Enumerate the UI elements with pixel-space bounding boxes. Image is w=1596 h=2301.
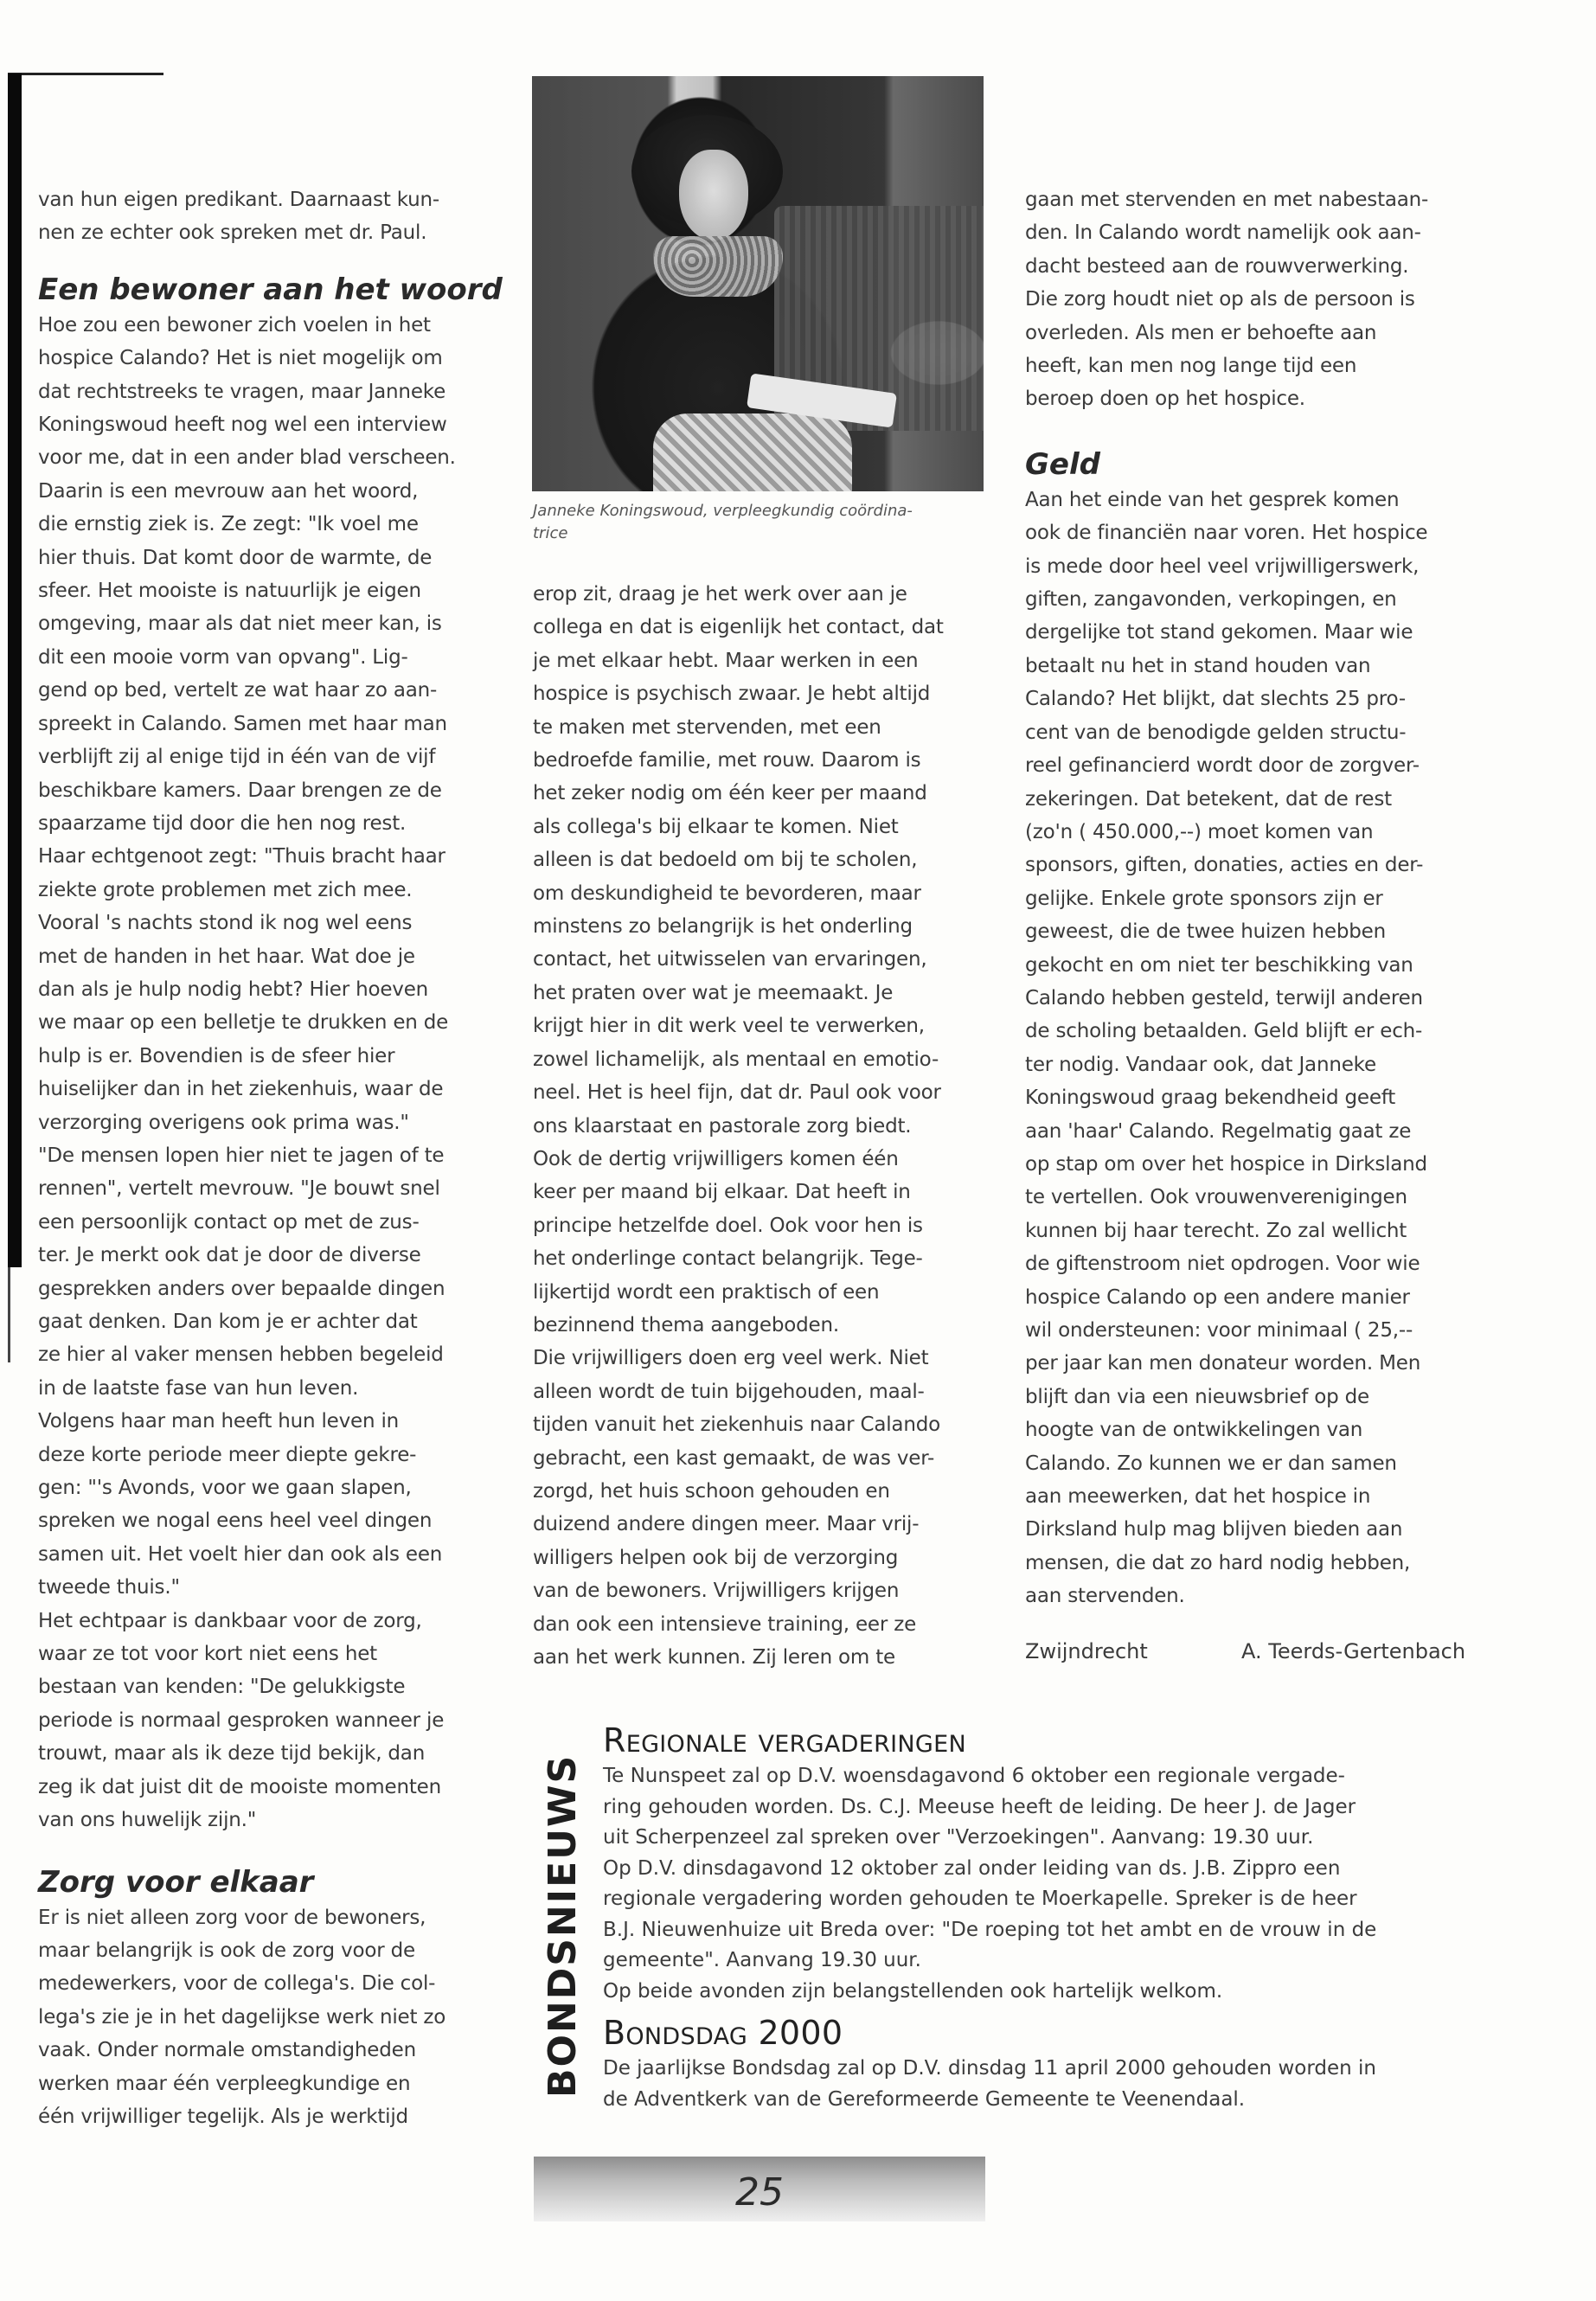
text-line: bestaan van kenden: "De gelukkigste [38,1676,406,1699]
text-line: rennen", vertelt mevrouw. "Je bouwt snel [38,1177,440,1201]
text-line: uit Scherpenzeel zal spreken over "Verzoekingen". Aanvang: 19.30 uur. [603,1826,1314,1849]
text-line: contact, het uitwisselen van ervaringen, [533,948,927,971]
section-heading-geld: Geld [1025,446,1100,482]
text-line: met de handen in het haar. Wat doe je [38,945,415,968]
text-line: Calando hebben gesteld, terwijl anderen [1025,986,1423,1009]
photo-face-shape [679,150,748,240]
text-line: nen ze echter ook spreken met dr. Paul. [38,221,427,245]
text-line: tijden vanuit het ziekenhuis naar Calando [533,1413,940,1437]
text-line: krijgt hier in dit werk veel te verwerken, [533,1015,925,1038]
text-line: hospice is psychisch zwaar. Je hebt altijd [533,683,931,706]
text-line: principe hetzelfde doel. Ook voor hen is [533,1214,923,1237]
text-line: Te Nunspeet zal op D.V. woensdagavond 6 oktober een regionale vergade- [603,1765,1345,1787]
text-line: beschikbare kamers. Daar brengen ze de [38,779,442,802]
section-body-zorg [38,1901,505,2134]
news-body-regionale [603,1761,1503,2007]
text-line: (zo'n ( 450.000,--) moet komen van [1025,820,1374,843]
text-line: samen uit. Het voelt hier dan ook als een [38,1542,443,1566]
text-line: vaak. Onder normale omstandigheden [38,2039,416,2062]
text-line: sponsors, giften, donaties, acties en der- [1025,854,1424,877]
text-line: gekocht en om niet ter beschikking van [1025,953,1413,977]
text-line: hospice Calando? Het is niet mogelijk om [38,347,443,370]
section-heading-bewoner: Een bewoner aan het woord [38,272,503,307]
text-line: van ons huwelijk zijn." [38,1809,257,1832]
text-line: te maken met stervenden, met een [533,715,881,739]
text-line: periode is normaal gesproken wanneer je [38,1708,445,1732]
text-line: het praten over wat je meemaakt. Je [533,981,894,1004]
text-line: van hun eigen predikant. Daarnaast kun- [38,189,440,211]
text-line: om deskundigheid te bevorderen, maar [533,881,921,905]
text-line: Hoe zou een bewoner zich voelen in het [38,313,431,336]
text-line: spreekt in Calando. Samen met haar man [38,712,447,735]
text-line: voor me, dat in een ander blad verscheen. [38,446,456,470]
bondsnieuws-vertical-label: BONDSNIEUWS [541,1753,585,2098]
text-line: ring gehouden worden. Ds. C.J. Meeuse heeft de leiding. De heer J. de Jager [603,1795,1356,1818]
signoff-author: A. Teerds-Gertenbach [1241,1639,1466,1663]
text-line: je met elkaar hebt. Maar werken in een [533,649,919,672]
text-line: hospice Calando op een andere manier [1025,1285,1410,1309]
text-line: ook de financiën naar voren. Het hospice [1025,522,1428,545]
text-line: zorgd, het huis schoon gehouden en [533,1479,890,1503]
signoff-place: Zwijndrecht [1025,1639,1148,1663]
text-line: maar belangrijk is ook de zorg voor de [38,1939,415,1962]
photo-scarf-shape [653,236,783,297]
text-line: het onderlinge contact belangrijk. Tege- [533,1247,923,1271]
page-edge-bar [8,74,22,1267]
text-line: sfeer. Het mooiste is natuurlijk je eigen [38,580,421,603]
text-line: ter. Je merkt ook dat je door de diverse [38,1244,421,1267]
news-heading-bondsdag: Bondsdag 2000 [603,2014,843,2052]
text-line: hoogte van de ontwikkelingen van [1025,1419,1363,1442]
text-line: Die zorg houdt niet op als de persoon is [1025,288,1415,311]
section-body-geld [1025,484,1492,1613]
caption-line: Janneke Koningswoud, verpleegkundig coördina- [533,502,913,520]
right-intro [1025,183,1492,416]
text-line: gesprekken anders over bepaalde dingen [38,1277,445,1300]
text-line: tweede thuis." [38,1576,180,1599]
text-line: een persoonlijk contact op met de zus- [38,1210,420,1234]
text-line: Ook de dertig vrijwilligers komen één [533,1147,899,1170]
text-line: mensen, die dat zo hard nodig hebben, [1025,1551,1411,1574]
text-line: is mede door heel veel vrijwilligerswerk, [1025,554,1420,578]
text-line: ons klaarstaat en pastorale zorg biedt. [533,1114,912,1138]
text-line: Calando. Zo kunnen we er dan samen [1025,1452,1397,1475]
text-line: zeg ik dat juist dit de mooiste momenten [38,1775,441,1798]
text-line: de giftenstroom niet opdrogen. Voor wie [1025,1253,1420,1276]
text-line: ziekte grote problemen met zich mee. [38,878,413,901]
text-line: dergelijke tot stand gekomen. Maar wie [1025,621,1413,644]
text-line: gen: "'s Avonds, voor we gaan slapen, [38,1477,412,1500]
text-line: spreken we nogal eens heel veel dingen [38,1509,433,1533]
text-line: Haar echtgenoot zegt: "Thuis bracht haar [38,845,445,868]
text-line: gelijke. Enkele grote sponsors zijn er [1025,887,1383,910]
text-line: Het echtpaar is dankbaar voor de zorg, [38,1609,422,1632]
text-line: verblijft zij al enige tijd in één van de vijf [38,746,436,769]
caption-line: trice [533,524,568,542]
text-line: aan stervenden. [1025,1585,1185,1608]
text-line: bedroefde familie, met rouw. Daarom is [533,749,921,772]
text-line: reel gefinancierd wordt door de zorgver- [1025,754,1420,778]
text-line: de Adventkerk van de Gereformeerde Gemeente te Veenendaal. [603,2087,1246,2111]
text-line: aan 'haar' Calando. Regelmatig gaat ze [1025,1119,1412,1143]
text-line: dit een mooie vorm van opvang". Lig- [38,645,408,669]
text-line: Er is niet alleen zorg voor de bewoners, [38,1906,426,1929]
text-line: van de bewoners. Vrijwilligers krijgen [533,1580,900,1603]
text-line: dan als je hulp nodig hebt? Hier hoeven [38,977,429,1001]
text-line: B.J. Nieuwenhuize uit Breda over: "De roeping tot het ambt en de vrouw in de [603,1918,1377,1941]
text-line: beroep doen op het hospice. [1025,388,1305,411]
page-edge-bar-thin [8,1267,10,1362]
text-line: dat rechtstreeks te vragen, maar Janneke [38,380,446,403]
text-line: dan ook een intensieve training, eer ze [533,1612,917,1636]
text-line: zowel lichamelijk, als mentaal en emotio- [533,1048,939,1071]
text-line: De jaarlijkse Bondsdag zal op D.V. dinsdag 11 april 2000 gehouden worden in [603,2057,1376,2080]
text-line: deze korte periode meer diepte gekre- [38,1443,417,1466]
news-heading-regionale: Regionale vergaderingen [603,1721,966,1759]
text-line: Daarin is een mevrouw aan het woord, [38,479,419,503]
text-line: medewerkers, voor de collega's. Die col- [38,1972,436,1996]
text-line: giften, zangavonden, verkopingen, en [1025,588,1397,612]
text-line: hier thuis. Dat komt door de warmte, de [38,546,433,569]
text-line: per jaar kan men donateur worden. Men [1025,1352,1421,1375]
text-line: gaat denken. Dan kom je er achter dat [38,1311,418,1333]
text-line: Aan het einde van het gesprek komen [1025,488,1400,511]
section-heading-zorg: Zorg voor elkaar [38,1864,314,1900]
text-line: de scholing betaalden. Geld blijft er ech- [1025,1020,1423,1043]
news-body-bondsdag [603,2054,1503,2115]
text-line: alleen wordt de tuin bijgehouden, maal- [533,1380,925,1403]
text-line: omgeving, maar als dat niet meer kan, is [38,612,442,636]
portrait-photo [532,76,984,491]
text-line: spaarzame tijd door die hen nog rest. [38,811,407,835]
article-middle-column [533,578,991,1674]
text-line: regionale vergadering worden gehouden te Moerkapelle. Spreker is de heer [603,1888,1357,1910]
text-line: gend op bed, vertelt ze wat haar zo aan- [38,679,438,702]
text-line: bezinnend thema aangeboden. [533,1313,839,1336]
text-line: overleden. Als men er behoefte aan [1025,321,1377,344]
text-line: trouwt, maar als ik deze tijd bekijk, dan [38,1742,426,1766]
text-line: lijkertijd wordt een praktisch of een [533,1280,880,1304]
article-left-column [38,183,505,2133]
text-line: gemeente". Aanvang 19.30 uur. [603,1949,921,1971]
text-line: Die vrijwilligers doen erg veel werk. Niet [533,1347,929,1370]
text-line: Koningswoud heeft nog wel een interview [38,413,447,437]
text-line: erop zit, draag je het werk over aan je [533,583,907,606]
text-line: den. In Calando wordt namelijk ook aan- [1025,221,1421,245]
text-line: heeft, kan men nog lange tijd een [1025,355,1357,378]
text-line: willigers helpen ook bij de verzorging [533,1546,899,1569]
text-line: die ernstig ziek is. Ze zegt: "Ik voel me [38,513,419,536]
text-line: dacht besteed aan de rouwverwerking. [1025,254,1409,278]
text-line: collega en dat is eigenlijk het contact, dat [533,616,944,639]
text-line: "De mensen lopen hier niet te jagen of te [38,1144,445,1167]
text-line: alleen is dat bedoeld om bij te scholen, [533,849,918,872]
text-line: ze hier al vaker mensen hebben begeleid [38,1343,444,1367]
text-line: werken maar één verpleegkundige en [38,2072,411,2095]
text-line: gaan met stervenden en met nabestaan- [1025,189,1429,211]
text-line: gebracht, een kast gemaakt, de was ver- [533,1446,935,1470]
text-line: aan het werk kunnen. Zij leren om te [533,1646,896,1669]
text-line: aan meewerken, dat het hospice in [1025,1485,1371,1509]
text-line: te vertellen. Ook vrouwenverenigingen [1025,1186,1407,1209]
text-line: Op D.V. dinsdagavond 12 oktober zal onder leiding van ds. J.B. Zippro een [603,1856,1341,1880]
text-line: Vooral 's nachts stond ik nog wel eens [38,912,413,935]
text-line: één vrijwilliger tegelijk. Als je werktijd [38,2105,408,2128]
text-line: verzorging overigens ook prima was." [38,1111,409,1134]
text-line: waar ze tot voor kort niet eens het [38,1643,377,1666]
text-line: Calando? Het blijkt, dat slechts 25 pro- [1025,688,1406,711]
text-line: lega's zie je in het dagelijkse werk niet zo [38,2005,446,2029]
text-line: duizend andere dingen meer. Maar vrij- [533,1513,920,1536]
text-line: Dirksland hulp mag blijven bieden aan [1025,1518,1403,1541]
text-line: als collega's bij elkaar te komen. Niet [533,815,899,838]
article-right-column [1025,183,1492,1613]
photo-skirt-shape [653,413,852,491]
text-line: huiselijker dan in het ziekenhuis, waar de [38,1078,444,1101]
page-number: 25 [735,2170,784,2214]
text-line: geweest, die de twee huizen hebben [1025,920,1386,944]
text-line: wil ondersteunen: voor minimaal ( 25,-- [1025,1319,1413,1342]
text-line: neel. Het is heel fijn, dat dr. Paul ook voor [533,1081,941,1105]
page-edge-top-rule [8,73,163,75]
text-line: het zeker nodig om één keer per maand [533,782,927,805]
text-line: Volgens haar man heeft hun leven in [38,1410,400,1433]
text-line: hulp is er. Bovendien is de sfeer hier [38,1044,395,1067]
text-line: op stap om over het hospice in Dirksland [1025,1152,1427,1176]
text-line: cent van de benodigde gelden structu- [1025,721,1407,744]
text-line: Op beide avonden zijn belangstellenden ook hartelijk welkom. [603,1979,1223,2003]
text-line: in de laatste fase van hun leven. [38,1376,359,1400]
section-body-bewoner [38,309,505,1837]
text-line: ter nodig. Vandaar ook, dat Janneke [1025,1053,1376,1076]
text-line: Koningswoud graag bekendheid geeft [1025,1086,1396,1110]
bondsnieuws-section [603,1721,1503,2115]
text-line: kunnen bij haar terecht. Zo zal wellicht [1025,1219,1407,1242]
text-line: keer per maand bij elkaar. Dat heeft in [533,1181,911,1204]
text-line: minstens zo belangrijk is het onderling [533,915,913,939]
text-line: we maar op een belletje te drukken en de [38,1011,449,1035]
text-line: zekeringen. Dat betekent, dat de rest [1025,787,1392,811]
photo-caption [533,500,991,545]
page-number-bar [534,2157,985,2221]
text-line: betaalt nu het in stand houden van [1025,654,1371,677]
text-line: blijft dan via een nieuwsbrief op de [1025,1385,1369,1408]
